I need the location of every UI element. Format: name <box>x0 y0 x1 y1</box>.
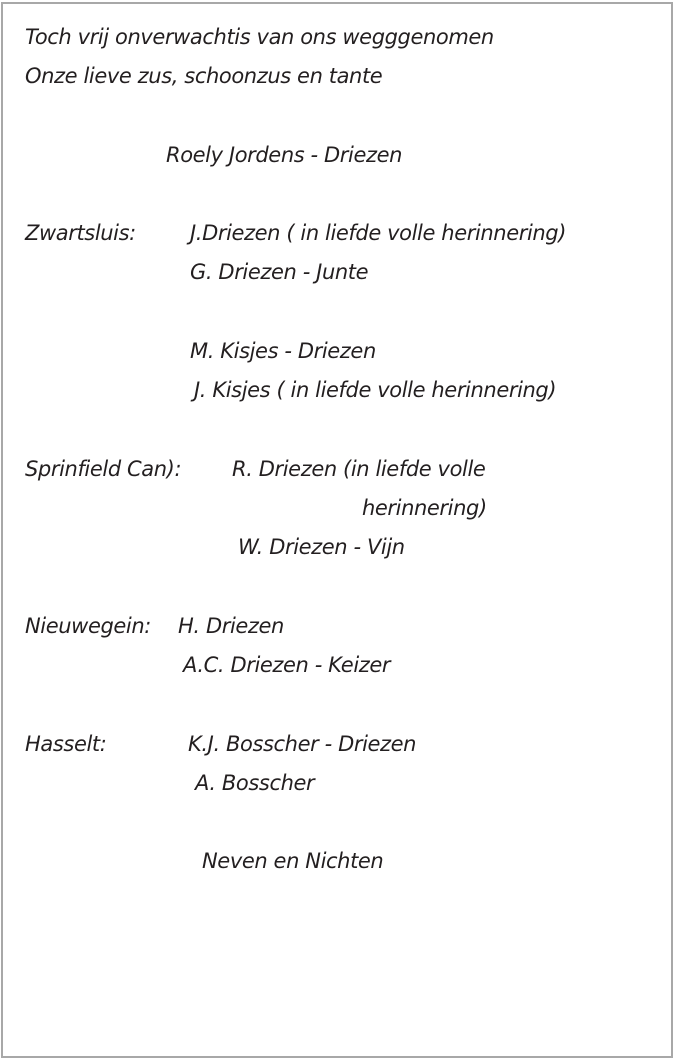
family-member-continuation: herinnering) <box>362 496 487 520</box>
family-member: G. Driezen - Junte <box>190 260 369 284</box>
deceased-name: Roely Jordens - Driezen <box>166 143 403 167</box>
place-nieuwegein: Nieuwegein: <box>25 614 151 638</box>
family-member: A.C. Driezen - Keizer <box>183 653 391 677</box>
family-member: J.Driezen ( in liefde volle herinnering) <box>190 221 567 245</box>
closing-line: Neven en Nichten <box>202 849 384 873</box>
family-member: R. Driezen (in liefde volle <box>232 457 486 481</box>
intro-line-2: Onze lieve zus, schoonzus en tante <box>25 64 383 88</box>
family-member: W. Driezen - Vijn <box>238 535 405 559</box>
place-springfield: Sprinfield Can): <box>25 457 182 481</box>
place-hasselt: Hasselt: <box>25 732 107 756</box>
family-member: M. Kisjes - Driezen <box>190 339 376 363</box>
place-zwartsluis: Zwartsluis: <box>25 221 136 245</box>
family-member: H. Driezen <box>178 614 284 638</box>
intro-line-1: Toch vrij onverwachtis van ons wegggenomen <box>25 25 494 49</box>
family-member: K.J. Bosscher - Driezen <box>188 732 417 756</box>
family-member: A. Bosscher <box>195 771 315 795</box>
family-member: J. Kisjes ( in liefde volle herinnering) <box>194 378 557 402</box>
